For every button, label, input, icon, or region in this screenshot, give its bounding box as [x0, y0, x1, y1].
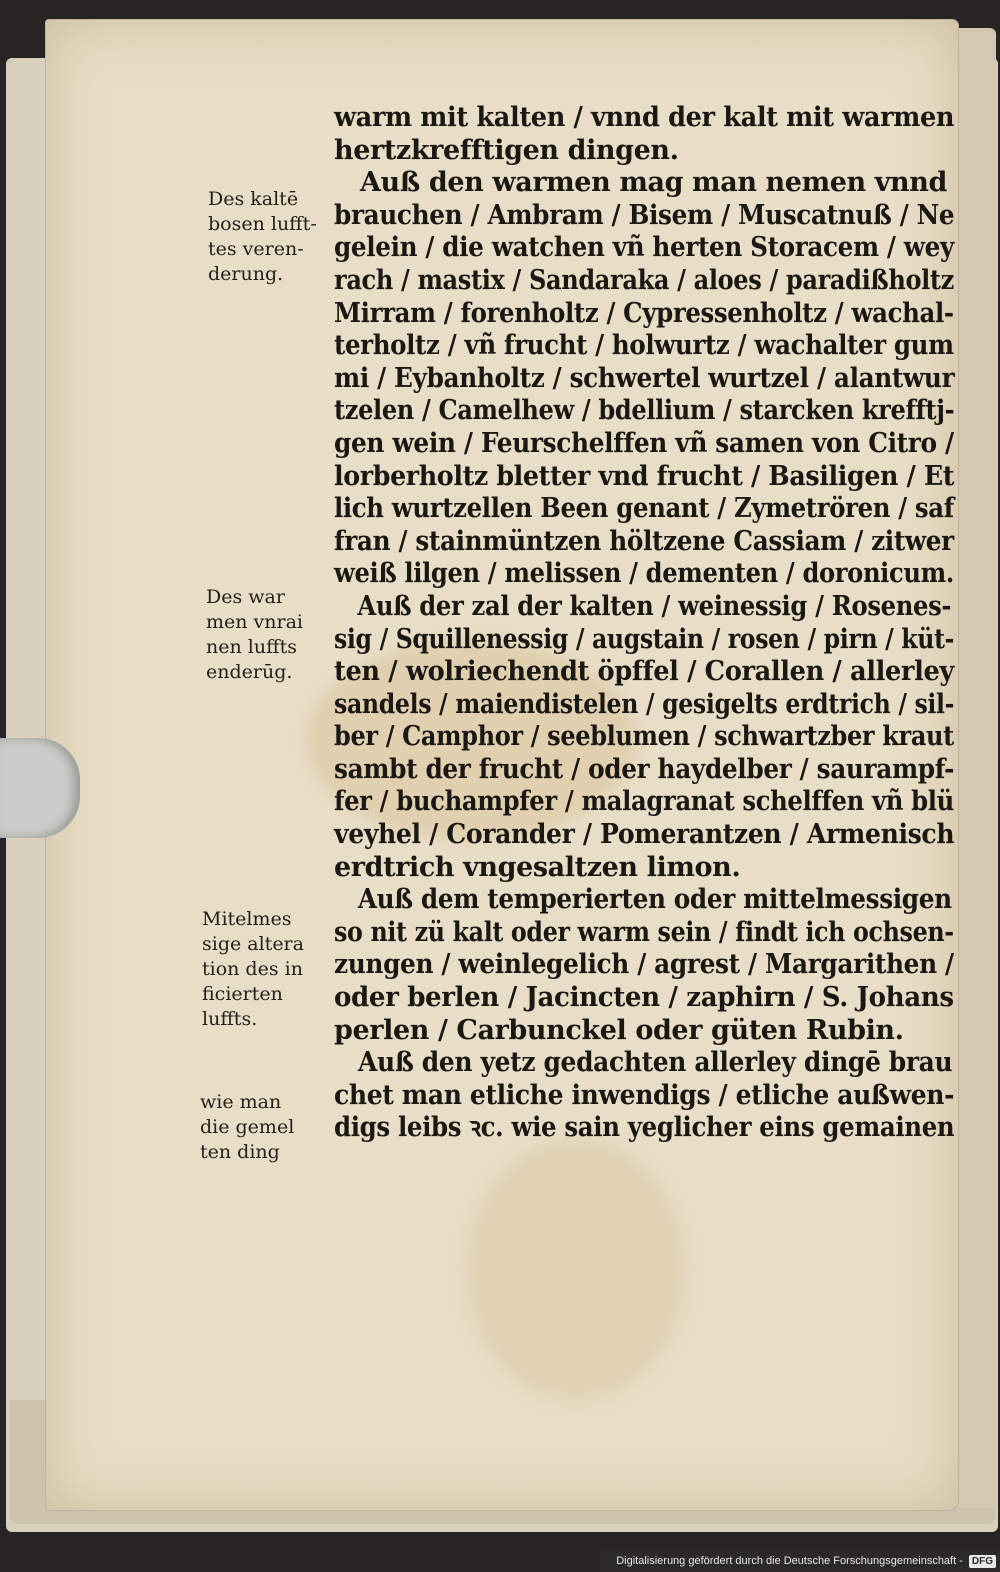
- text-line: erdtrich vngesaltzen limon.: [334, 851, 741, 883]
- text-line: weiß lilgen / melissen / dementen / doronicum.: [334, 558, 954, 590]
- margin-note-warm-air: [206, 585, 303, 685]
- margin-note-line: Mitelmes: [202, 908, 292, 930]
- margin-note-line: nen luffts: [206, 636, 297, 658]
- margin-note-line: enderūg.: [206, 661, 293, 683]
- text-line: rach / mastix / Sandaraka / aloes / paradißholtz: [334, 264, 954, 296]
- text-line: warm mit kalten / vnnd der kalt mit warmen: [334, 102, 955, 133]
- margin-note-line: tes veren-: [208, 238, 304, 260]
- text-line: zungen / weinlegelich / agrest / Margarithen /: [334, 949, 954, 981]
- text-line: terholtz / vñ frucht / holwurtz / wachalter gum: [334, 330, 954, 362]
- margin-note-line: luffts.: [202, 1008, 258, 1030]
- text-line: fer / buchampfer / malagranat schelffen vñ blü: [334, 786, 954, 818]
- margin-note-line: ten ding: [200, 1141, 280, 1163]
- text-line: so nit zü kalt oder warm sein / findt ich ochsen-: [334, 916, 954, 948]
- margin-note-line: Des war: [206, 586, 285, 608]
- body-text: [334, 102, 954, 1145]
- text-line: oder berlen / Jacincten / zaphirn / S. Johans: [334, 982, 954, 1014]
- text-line: Auß den warmen mag man nemen vnnd: [360, 167, 947, 199]
- text-line: brauchen / Ambram / Bisem / Muscatnuß / Ne: [334, 199, 955, 231]
- text-line: gelein / die watchen vñ herten Storacem / wey: [334, 232, 955, 264]
- margin-note-line: ficierten: [202, 983, 283, 1005]
- margin-note-how-to-use: [200, 1090, 294, 1165]
- text-line: Auß den yetz gedachten allerley dingē brau: [358, 1047, 953, 1079]
- text-line: Mirram / forenholtz / Cypressenholtz / wachal-: [334, 297, 954, 329]
- margin-note-line: tion des in: [202, 958, 303, 980]
- text-line: Auß dem temperierten oder mittelmessigen: [357, 884, 952, 916]
- text-line: tzelen / Camelhew / bdellium / starcken krefftj-: [334, 395, 955, 427]
- text-line: digs leibs ꝛc. wie sain yeglicher eins gemainen: [334, 1112, 955, 1144]
- text-line: mi / Eybanholtz / schwertel wurtzel / alantwur: [334, 362, 955, 394]
- text-line: sandels / maiendistelen / gesigelts erdtrich / sil-: [334, 688, 955, 720]
- text-line: perlen / Carbunckel oder güten Rubin.: [334, 1014, 904, 1046]
- text-line: lich wurtzellen Been genant / Zymetrören / saf: [334, 493, 954, 525]
- text-line: hertzkrefftigen dingen.: [334, 134, 679, 166]
- text-line: gen wein / Feurschelffen vñ samen von Citro /: [334, 427, 954, 459]
- margin-note-temperate: [202, 907, 304, 1032]
- dfg-logo: DFG: [969, 1555, 996, 1568]
- text-line: ten / wolriechendt öpffel / Corallen / allerley: [334, 656, 954, 688]
- margin-note-line: die gemel: [200, 1116, 295, 1138]
- text-line: fran / stainmüntzen höltzene Cassiam / zitwer: [334, 525, 954, 557]
- paper-stain: [466, 1140, 686, 1400]
- text-line: veyhel / Corander / Pomerantzen / Armenisch: [334, 819, 955, 851]
- text-line: lorberholtz bletter vnd frucht / Basiligen / Et: [334, 460, 955, 492]
- text-line: ber / Camphor / seeblumen / schwartzber kraut: [334, 721, 954, 753]
- margin-note-line: wie man: [200, 1091, 282, 1113]
- text-line: sambt der frucht / oder haydelber / saurampf-: [334, 753, 955, 785]
- margin-note-line: derung.: [208, 263, 284, 285]
- margin-note-line: sige altera: [202, 933, 304, 955]
- text-line: chet man etliche inwendigs / etliche außwen-: [334, 1079, 955, 1111]
- margin-note-cold-air: [208, 187, 317, 287]
- margin-note-line: men vnrai: [206, 611, 303, 633]
- footer-credit-bar: [600, 1550, 1000, 1572]
- page-stack-edge: [958, 28, 996, 1508]
- text-line: Auß der zal der kalten / weinessig / Rosenes-: [357, 590, 952, 622]
- text-line: sig / Squillenessig / augstain / rosen / pirn / küt-: [334, 623, 955, 655]
- margin-note-line: bosen lufft-: [208, 213, 317, 235]
- margin-note-line: Des kaltē: [208, 188, 299, 210]
- book-clip: [0, 738, 80, 838]
- footer-credit: Digitalisierung gefördert durch die Deutsche Forschungsgemeinschaft -: [616, 1555, 963, 1567]
